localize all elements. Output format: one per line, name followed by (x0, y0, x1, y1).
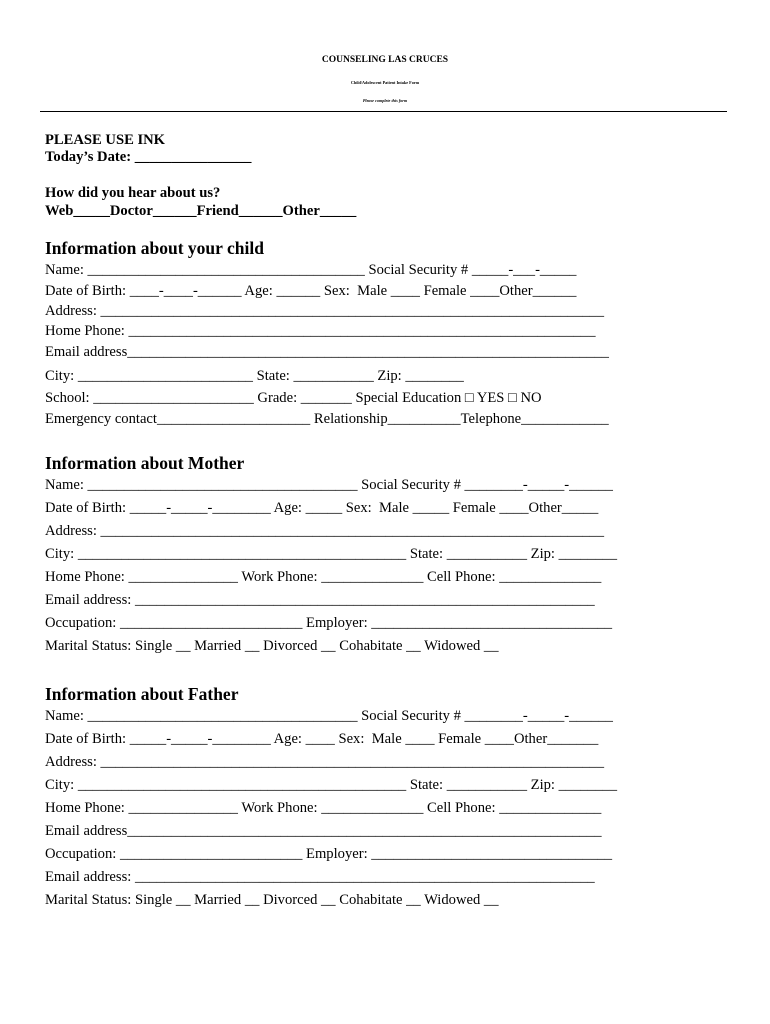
father-phones-line[interactable]: Home Phone: _______________ Work Phone: ______________ Cell Phone: ______________ (45, 800, 602, 816)
child-city-line[interactable]: City: ________________________ State: ___________ Zip: ________ (45, 368, 464, 384)
mother-email-line[interactable]: Email address: _______________________________________________________________ (45, 592, 595, 608)
father-section-heading: Information about Father (45, 684, 239, 704)
mother-name-line[interactable]: Name: _____________________________________ Social Security # ________-_____-______ (45, 477, 613, 493)
referral-question: How did you hear about us? (45, 185, 221, 201)
mother-city-line[interactable]: City: _____________________________________________ State: ___________ Zip: ________ (45, 546, 617, 562)
child-email-line[interactable]: Email address__________________________________________________________________ (45, 344, 609, 360)
mother-dob-line[interactable]: Date of Birth: _____-_____-________ Age: _____ Sex: Male _____ Female ____Other_____ (45, 500, 599, 516)
ink-notice: PLEASE USE INK (45, 132, 166, 148)
father-email-line[interactable]: Email address_________________________________________________________________ (45, 823, 602, 839)
father-occupation-line[interactable]: Occupation: _________________________ Employer: _________________________________ (45, 846, 613, 862)
child-name-line[interactable]: Name: ______________________________________ Social Security # _____-___-_____ (45, 262, 577, 278)
referral-options-field[interactable]: Web_____Doctor______Friend______Other_____ (45, 203, 357, 219)
form-title: Child/Adolescent Patient Intake Form (350, 80, 420, 85)
father-address-line[interactable]: Address: _____________________________________________________________________ (45, 754, 605, 770)
father-city-line[interactable]: City: _____________________________________________ State: ___________ Zip: ________ (45, 777, 617, 793)
mother-occupation-line[interactable]: Occupation: _________________________ Employer: _________________________________ (45, 615, 613, 631)
child-school-line[interactable]: School: ______________________ Grade: _______ Special Education □ YES □ NO (45, 390, 542, 406)
father-marital-status-line[interactable]: Marital Status: Single __ Married __ Divorced __ Cohabitate __ Widowed __ (45, 892, 499, 908)
mother-marital-status-line[interactable]: Marital Status: Single __ Married __ Divorced __ Cohabitate __ Widowed __ (45, 638, 499, 654)
mother-phones-line[interactable]: Home Phone: _______________ Work Phone: ______________ Cell Phone: ______________ (45, 569, 602, 585)
child-emergency-contact-line[interactable]: Emergency contact_____________________ Relationship__________Telephone____________ (45, 411, 609, 427)
form-instruction: Please complete this form (362, 98, 408, 103)
mother-section-heading: Information about Mother (45, 453, 245, 473)
father-dob-line[interactable]: Date of Birth: _____-_____-________ Age: ____ Sex: Male ____ Female ____Other_______ (45, 731, 599, 747)
todays-date-field[interactable]: Today’s Date: ________________ (45, 149, 252, 165)
father-email-line-2[interactable]: Email address: _______________________________________________________________ (45, 869, 595, 885)
header-divider (40, 111, 727, 112)
org-name: COUNSELING LAS CRUCES (321, 55, 449, 65)
child-dob-line[interactable]: Date of Birth: ____-____-______ Age: ______ Sex: Male ____ Female ____Other______ (45, 283, 577, 299)
child-section-heading: Information about your child (45, 238, 264, 258)
child-address-line[interactable]: Address: _____________________________________________________________________ (45, 303, 605, 319)
mother-address-line[interactable]: Address: _____________________________________________________________________ (45, 523, 605, 539)
child-home-phone-line[interactable]: Home Phone: ________________________________________________________________ (45, 323, 596, 339)
father-name-line[interactable]: Name: _____________________________________ Social Security # ________-_____-______ (45, 708, 613, 724)
